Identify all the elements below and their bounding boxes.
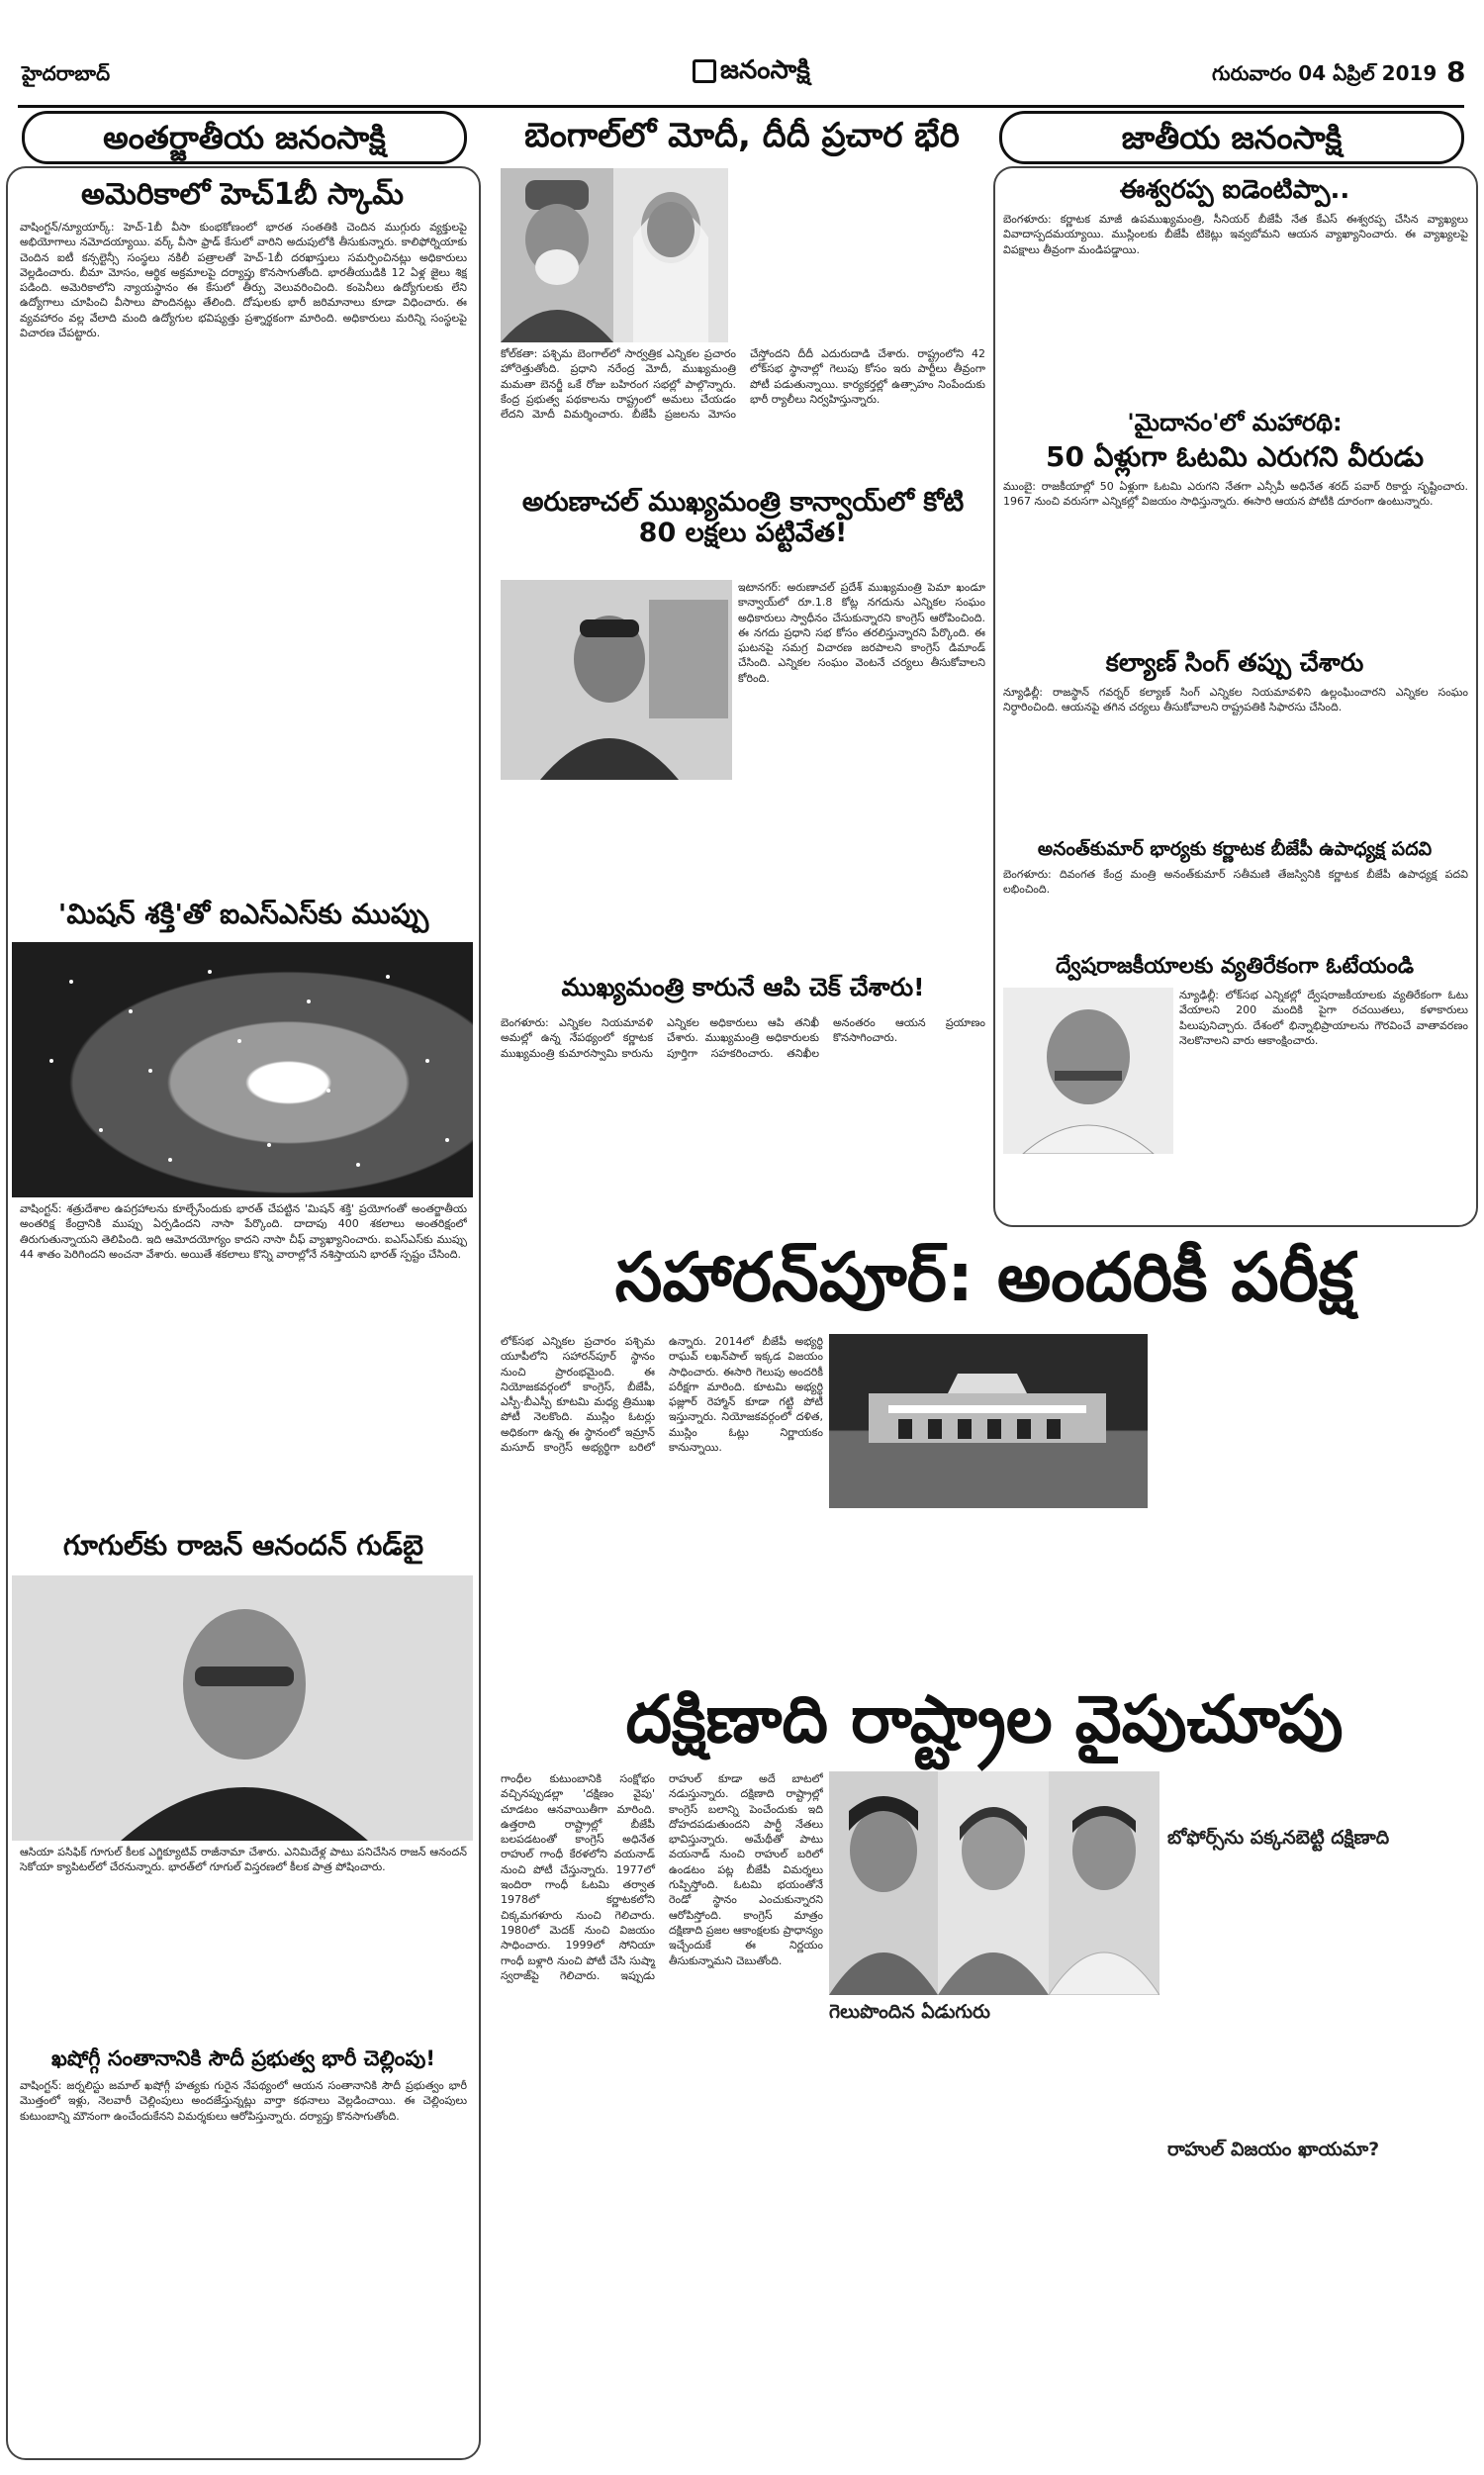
south-article-right (1167, 1771, 1472, 2454)
modi-didi-photo (501, 168, 728, 342)
saharanpur-article-right (1158, 1334, 1472, 1665)
station-building-icon (829, 1334, 1148, 1508)
person-portrait-icon (1003, 988, 1173, 1154)
person-portrait-icon (501, 580, 732, 780)
kalyan-singh-photo (1003, 988, 1173, 1154)
section-national: జాతీయ జనంసాక్షి (999, 111, 1464, 164)
left-headline-1: అమెరికాలో హెచ్1బీ స్కామ్ (80, 177, 405, 212)
left-headline-3: గూగుల్‌కు రాజన్‌ ఆనందన్‌ గుడ్‌బై (62, 1529, 424, 1562)
left-article-4: వాషింగ్టన్‌: జర్నలిస్టు జమాల్‌ ఖషోగ్గీ హత్యకు గురైన నేపథ్యంలో ఆయన సంతానానికి సౌదీ ప్రభుత్వం భారీ మొత్తంలో ఇళ్లు, నెలవారీ చెల్లింపులు అందజేస్తున్నట్లు వార్తా కథనాలు వెల్లడించాయి. ఈ చెల్లింపులు కుటుంబాన్ని మౌనంగా ఉంచేందుకేనని విమర్శకులు ఆరోపిస్తున్నారు. దర్యాప్తు కొనసాగుతోంది. (20, 2079, 467, 2123)
indira-portrait-icon (829, 1771, 938, 1995)
left-headline-2: 'మిషన్‌ శక్తి'తో ఐఎస్‌ఎస్‌కు ముప్పు (57, 898, 429, 930)
center-headline-1: బెంగాల్‌లో మోదీ, దీదీ ప్రచార భేరి (524, 116, 960, 155)
center-headline-2: అరుణాచల్‌ ముఖ్యమంత్రి కాన్వాయ్‌లో కోటి 80 లక్షలు పట్టివేత! (521, 487, 965, 549)
city-name: హైదరాబాద్ (22, 61, 111, 85)
right-headline-5: ద్వేషరాజకీయాలకు వ్యతిరేకంగా ఓటేయండి (1055, 954, 1415, 979)
right-headline-2b: 50 ఏళ్లుగా ఓటమి ఎరుగని వీరుడు (1045, 440, 1425, 473)
newspaper-logo-icon (693, 59, 716, 83)
rajan-anandan-photo (12, 1575, 473, 1841)
header-rule (18, 105, 1464, 108)
south-article-middle (829, 2001, 1159, 2454)
center-article-2-left (501, 784, 732, 966)
center-article-2: ఇటానగర్‌: అరుణాచల్‌ ప్రదేశ్‌ ముఖ్యమంత్రి పెమా ఖండూ కాన్వాయ్‌లో రూ.1.8 కోట్ల నగదును ఎన్నికల సంఘం అధికారులు స్వాధీనం చేసుకున్నారని కాంగ్రెస్‌ ఆరోపించింది. ఈ నగదు ప్రధాని సభ కోసం తరలిస్తున్నారని పేర్కొంది. ఈ ఘటనపై సమగ్ర విచారణ జరపాలని కాంగ్రెస్‌ డిమాండ్‌ చేసింది. ఎన్నికల సంఘం వెంటనే చర్యలు తీసుకోవాలని కోరింది. (738, 581, 985, 685)
south-subhead-2: బోఫోర్స్‌ను పక్కనబెట్టి దక్షిణాది (1167, 1827, 1390, 1849)
left-headline-4: ఖషోగ్గీ సంతానానికి సౌదీ ప్రభుత్వ భారీ చెల్లింపు! (51, 2047, 435, 2070)
right-headline-1: ఈశ్వరప్ప ఐడెంటిప్పా.. (1119, 175, 1350, 205)
left-article-1: వాషింగ్టన్‌/న్యూయార్క్‌: హెచ్‌-1బీ వీసా కుంభకోణంలో భారత సంతతికి చెందిన ముగ్గురు వ్యక్తులపై అభియోగాలు నమోదయ్యాయి. వర్క్‌ వీసా ఫ్రాడ్‌ కేసులో వారిని అదుపులోకి తీసుకున్నారు. కాలిఫోర్నియాకు చెందిన ఐటీ కన్సల్టెన్సీ సంస్థలు నకిలీ పత్రాలతో హెచ్‌-1బీ దరఖాస్తులు సమర్పించినట్లు అధికారులు వెల్లడించారు. బీమా మోసం, ఆర్థిక అక్రమాలపై దర్యాప్తు కొనసాగుతోంది. భారతీయుడికి 12 ఏళ్ల జైలు శిక్ష పడింది. అమెరికాలోని న్యాయస్థానం ఈ కేసులో తీర్పు వెలువరించింది. కంపెనీలు ఉద్యోగులకు లేని ఉద్యోగాలు చూపించి వీసాలు పొందినట్లు తేలింది. దోషులకు భారీ జరిమానాలు కూడా విధించారు. ఈ వ్యవహారం వల్ల వేలాది మంది ఉద్యోగుల భవిష్యత్తు ప్రశ్నార్థకంగా మారింది. అధికారులు మరిన్ని సంస్థలపై విచారణ చేపట్టారు. (20, 221, 467, 340)
center-article-3: బెంగళూరు: ఎన్నికల నియమావళి అమల్లో ఉన్న నేపథ్యంలో కర్ణాటక ముఖ్యమంత్రి కుమారస్వామి కారును ఎన్నికల అధికారులు ఆపి తనిఖీ చేశారు. ముఖ్యమంత్రి అధికారులకు పూర్తిగా సహకరించారు. తనిఖీల అనంతరం ఆయన ప్రయాణం కొనసాగించారు. (501, 1016, 985, 1060)
pema-khandu-photo (501, 580, 732, 780)
page-number: 8 (1446, 55, 1466, 88)
mamata-portrait-icon (613, 168, 728, 342)
center-article-1-continued (732, 168, 985, 342)
modi-portrait-icon (501, 168, 613, 342)
issue-date: గురువారం 04 ఏప్రిల్ 2019 (1212, 61, 1438, 85)
gandhi-family-photo (829, 1771, 1159, 1995)
center-headline-3: ముఖ్యమంత్రి కారునే ఆపి చెక్‌ చేశారు! (561, 973, 925, 1001)
right-headline-3: కల్యాణ్‌ సింగ్‌ తప్పు చేశారు (1105, 648, 1364, 677)
right-article-1: బెంగళూరు: కర్ణాటక మాజీ ఉపముఖ్యమంత్రి, సీనియర్‌ బీజేపీ నేత కేఎస్‌ ఈశ్వరప్ప చేసిన వ్యాఖ్యలు వివాదాస్పదమయ్యాయి. ముస్లింలకు బీజేపీ టికెట్లు ఇవ్వబోమని ఆయన వ్యాఖ్యానించారు. ఈ వ్యాఖ్యలపై విపక్షాలు తీవ్రంగా మండిపడ్డాయి. (1003, 213, 1468, 256)
right-article-2: ముంబై: రాజకీయాల్లో 50 ఏళ్లుగా ఓటమి ఎరుగని నేతగా ఎన్సీపీ అధినేత శరద్‌ పవార్‌ రికార్డు సృష్టించారు. 1967 నుంచి వరుసగా ఎన్నికల్లో విజయం సాధిస్తున్నారు. ఈసారి ఆయన పోటీకి దూరంగా ఉంటున్నారు. (1003, 480, 1468, 509)
left-article-3: ఆసియా పసిఫిక్‌ గూగుల్‌ కీలక ఎగ్జిక్యూటివ్‌ రాజీనామా చేశారు. ఎనిమిదేళ్ల పాటు పనిచేసిన రాజన్‌ ఆనందన్‌ సెకోయా క్యాపిటల్‌లో చేరనున్నారు. భారత్‌లో గూగుల్‌ విస్తరణలో కీలక పాత్ర పోషించారు. (20, 1846, 467, 1874)
south-headline: దక్షిణాది రాష్ట్రాల వైపుచూపు (625, 1681, 1344, 1758)
south-article-left: గాంధీల కుటుంబానికి సంక్షోభం వచ్చినప్పుడల్లా 'దక్షిణం వైపు' చూడటం ఆనవాయితీగా మారింది. ఉత్తరాది రాష్ట్రాల్లో బీజేపీ బలపడటంతో కాంగ్రెస్‌ అధినేత రాహుల్‌ గాంధీ కేరళలోని వయనాడ్‌ నుంచి పోటీ చేస్తున్నారు. 1977లో ఇందిరా గాంధీ ఓటమి తర్వాత 1978లో కర్ణాటకలోని చిక్కమగళూరు నుంచి గెలిచారు. 1980లో మెదక్‌ నుంచి విజయం సాధించారు. 1999లో సోనియా గాంధీ బళ్లారి నుంచి పోటీ చేసి సుష్మా స్వరాజ్‌పై గెలిచారు. ఇప్పుడు రాహుల్‌ కూడా అదే బాటలో నడుస్తున్నారు. దక్షిణాది రాష్ట్రాల్లో కాంగ్రెస్‌ బలాన్ని పెంచేందుకు ఇది దోహదపడుతుందని పార్టీ నేతలు భావిస్తున్నారు. అమేథీతో పాటు వయనాడ్‌ నుంచి రాహుల్‌ బరిలో ఉండటం పట్ల బీజేపీ విమర్శలు గుప్పిస్తోంది. ఓటమి భయంతోనే రెండో స్థానం ఎంచుకున్నారని ఆరోపిస్తోంది. కాంగ్రెస్‌ మాత్రం దక్షిణాది ప్రజల ఆకాంక్షలకు ప్రాధాన్యం ఇచ్చేందుకే ఈ నిర్ణయం తీసుకున్నామని చెబుతోంది. (501, 1772, 823, 1982)
right-article-3: న్యూఢిల్లీ: రాజస్థాన్‌ గవర్నర్‌ కల్యాణ్‌ సింగ్‌ ఎన్నికల నియమావళిని ఉల్లంఘించారని ఎన్నికల సంఘం నిర్ధారించింది. ఆయనపై తగిన చర్యలు తీసుకోవాలని రాష్ట్రపతికి సిఫారసు చేసింది. (1003, 686, 1468, 714)
right-headline-2a: 'మైదానం'లో మహారథి: (1127, 409, 1343, 436)
masthead-logo (693, 55, 810, 91)
right-headline-4: అనంత్‌కుమార్‌ భార్యకు కర్ణాటక బీజేపీ ఉపాధ్యక్ష పదవి (1037, 838, 1433, 860)
right-article-5: న్యూఢిల్లీ: లోక్‌సభ ఎన్నికల్లో ద్వేషరాజకీయాలకు వ్యతిరేకంగా ఓటు వేయాలని 200 మందికి పైగా రచయితలు, కళాకారులు పిలుపునిచ్చారు. దేశంలో భిన్నాభిప్రాయాలను గౌరవించే వాతావరణం నెలకొనాలని వారు ఆకాంక్షించారు. (1179, 989, 1468, 1047)
person-portrait-icon (12, 1575, 473, 1841)
section-international: అంతర్జాతీయ జనంసాక్షి (22, 111, 467, 164)
satellite-image (12, 942, 473, 1197)
rahul-portrait-icon (1049, 1771, 1159, 1995)
right-article-4: బెంగళూరు: దివంగత కేంద్ర మంత్రి అనంత్‌కుమార్‌ సతీమణి తేజస్వినికి కర్ణాటక బీజేపీ ఉపాధ్యక్ష పదవి లభించింది. (1003, 868, 1468, 897)
saharanpur-article-left: లోక్‌సభ ఎన్నికల ప్రచారం పశ్చిమ యూపీలోని సహారన్‌పూర్‌ స్థానం నుంచి ప్రారంభమైంది. ఈ నియోజకవర్గంలో కాంగ్రెస్‌, బీజేపీ, ఎస్పీ-బీఎస్పీ కూటమి మధ్య త్రిముఖ పోటీ నెలకొంది. ముస్లిం ఓటర్లు అధికంగా ఉన్న ఈ స్థానంలో ఇమ్రాన్‌ మసూద్‌ కాంగ్రెస్‌ అభ్యర్థిగా బరిలో ఉన్నారు. 2014లో బీజేపీ అభ్యర్థి రాఘవ్‌ లఖన్‌పాల్‌ ఇక్కడ విజయం సాధించారు. ఈసారి గెలుపు అందరికీ పరీక్షగా మారింది. కూటమి అభ్యర్థి ఫజ్లూర్‌ రెహ్మాన్‌ కూడా గట్టి పోటీ ఇస్తున్నారు. నియోజకవర్గంలో దళిత, ముస్లిం ఓట్లు నిర్ణాయకం కానున్నాయి. (501, 1335, 823, 1455)
south-subhead-3: రాహుల్‌ విజయం ఖాయమా? (1167, 2139, 1380, 2161)
center-article-1: కోల్‌కతా: పశ్చిమ బెంగాల్‌లో సార్వత్రిక ఎన్నికల ప్రచారం హోరెత్తుతోంది. ప్రధాని నరేంద్ర మోదీ, ముఖ్యమంత్రి మమతా బెనర్జీ ఒకే రోజు బహిరంగ సభల్లో పాల్గొన్నారు. కేంద్ర ప్రభుత్వ పథకాలను రాష్ట్రంలో అమలు చేయడం లేదని మోదీ విమర్శించారు. బీజేపీ ప్రజలను మోసం చేస్తోందని దీదీ ఎదురుదాడి చేశారు. రాష్ట్రంలోని 42 లోక్‌సభ స్థానాల్లో గెలుపు కోసం ఇరు పార్టీలు తీవ్రంగా పోటీ పడుతున్నాయి. కార్యకర్తల్లో ఉత్సాహం నింపేందుకు భారీ ర్యాలీలు నిర్వహిస్తున్నారు. (501, 347, 985, 422)
left-article-2: వాషింగ్టన్‌: శత్రుదేశాల ఉపగ్రహాలను కూల్చేసేందుకు భారత్‌ చేపట్టిన 'మిషన్‌ శక్తి' ప్రయోగంతో అంతర్జాతీయ అంతరిక్ష కేంద్రానికి ముప్పు ఏర్పడిందని నాసా పేర్కొంది. దాదాపు 400 శకలాలు అంతరిక్షంలో తిరుగుతున్నాయని తెలిపింది. ఇది ఆమోదయోగ్యం కాదని నాసా చీఫ్‌ వ్యాఖ్యానించారు. ఐఎస్‌ఎస్‌కు ముప్పు 44 శాతం పెరిగిందని అంచనా వేశారు. అయితే శకలాలు కొన్ని వారాల్లోనే నశిస్తాయని భారత్‌ స్పష్టం చేసింది. (20, 1202, 467, 1261)
newspaper-name: జనంసాక్షి (720, 55, 810, 85)
railway-station-photo (829, 1334, 1148, 1508)
south-subhead-1: గెలుపొందిన ఏడుగురు (829, 2001, 990, 2023)
saharanpur-article-middle (829, 1514, 1148, 1665)
saharanpur-headline: సహారన్‌పూర్‌: అందరికీ పరీక్ష (614, 1239, 1354, 1317)
sonia-portrait-icon (938, 1771, 1049, 1995)
space-debris-icon (12, 942, 473, 1197)
